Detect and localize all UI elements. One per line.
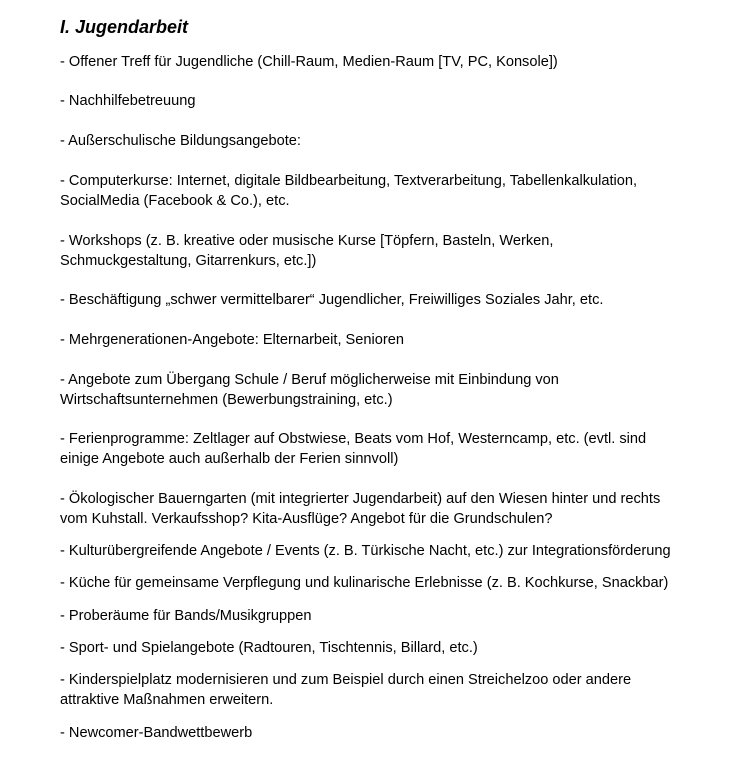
list-item-text: Schmuckgestaltung, Gitarrenkurs, etc.]) bbox=[60, 253, 317, 269]
list-item-text: - Angebote zum Übergang Schule / Beruf möglicherweise mit Einbindung von bbox=[60, 372, 559, 388]
list-item bbox=[60, 541, 720, 561]
list-item-text: - Kinderspielplatz modernisieren und zum Beispiel durch einen Streichelzoo oder andere bbox=[60, 672, 632, 688]
list-item-text: - Beschäftigung „schwer vermittelbarer“ Jugendlicher, Freiwilliges Soziales Jahr, etc. bbox=[60, 292, 604, 308]
list-item bbox=[60, 723, 720, 743]
section-heading: I. Jugendarbeit bbox=[60, 17, 189, 37]
list-item-text: - Nachhilfebetreuung bbox=[60, 93, 196, 109]
list-item-text: - Proberäume für Bands/Musikgruppen bbox=[60, 608, 312, 624]
list-item bbox=[60, 489, 720, 529]
list-item bbox=[60, 573, 720, 593]
list-item-text: - Sport- und Spielangebote (Radtouren, Tischtennis, Billard, etc.) bbox=[60, 640, 478, 656]
list-item bbox=[60, 171, 720, 211]
list-item-text: - Ferienprogramme: Zeltlager auf Obstwiese, Beats vom Hof, Westerncamp, etc. (evtl. sind bbox=[60, 431, 647, 447]
list-item-text: SocialMedia (Facebook & Co.), etc. bbox=[60, 193, 290, 209]
list-item-text: einige Angebote auch außerhalb der Ferien sinnvoll) bbox=[60, 451, 399, 467]
list-item-text: - Mehrgenerationen-Angebote: Elternarbeit, Senioren bbox=[60, 332, 404, 348]
list-item bbox=[60, 91, 720, 111]
list-item-text: - Newcomer-Bandwettbewerb bbox=[60, 725, 253, 741]
list-item-text: - Ökologischer Bauerngarten (mit integrierter Jugendarbeit) auf den Wiesen hinter und rechts bbox=[60, 491, 661, 507]
list-item-text: attraktive Maßnahmen erweitern. bbox=[60, 692, 274, 708]
list-item bbox=[60, 606, 720, 626]
list-item bbox=[60, 429, 720, 469]
list-item-text: - Küche für gemeinsame Verpflegung und kulinarische Erlebnisse (z. B. Kochkurse, Snackbar) bbox=[60, 575, 669, 591]
list-item bbox=[60, 638, 720, 658]
list-item bbox=[60, 231, 720, 271]
list-item-text: - Computerkurse: Internet, digitale Bildbearbeitung, Textverarbeitung, Tabellenkalkulation, bbox=[60, 173, 638, 189]
list-item-text: - Offener Treff für Jugendliche (Chill-Raum, Medien-Raum [TV, PC, Konsole]) bbox=[60, 54, 558, 70]
list-item bbox=[60, 670, 720, 710]
list-item bbox=[60, 290, 720, 310]
list-item bbox=[60, 330, 720, 350]
list-item bbox=[60, 370, 720, 410]
list-item bbox=[60, 52, 720, 72]
list-item-text: - Außerschulische Bildungsangebote: bbox=[60, 133, 301, 149]
list-item-text: Wirtschaftsunternehmen (Bewerbungstraining, etc.) bbox=[60, 392, 393, 408]
list-item-text: - Workshops (z. B. kreative oder musische Kurse [Töpfern, Basteln, Werken, bbox=[60, 233, 554, 249]
list-item bbox=[60, 131, 720, 151]
list-item-text: - Kulturübergreifende Angebote / Events (z. B. Türkische Nacht, etc.) zur Integrationsförderung bbox=[60, 543, 671, 559]
list-item-text: vom Kuhstall. Verkaufsshop? Kita-Ausflüge? Angebot für die Grundschulen? bbox=[60, 511, 553, 527]
